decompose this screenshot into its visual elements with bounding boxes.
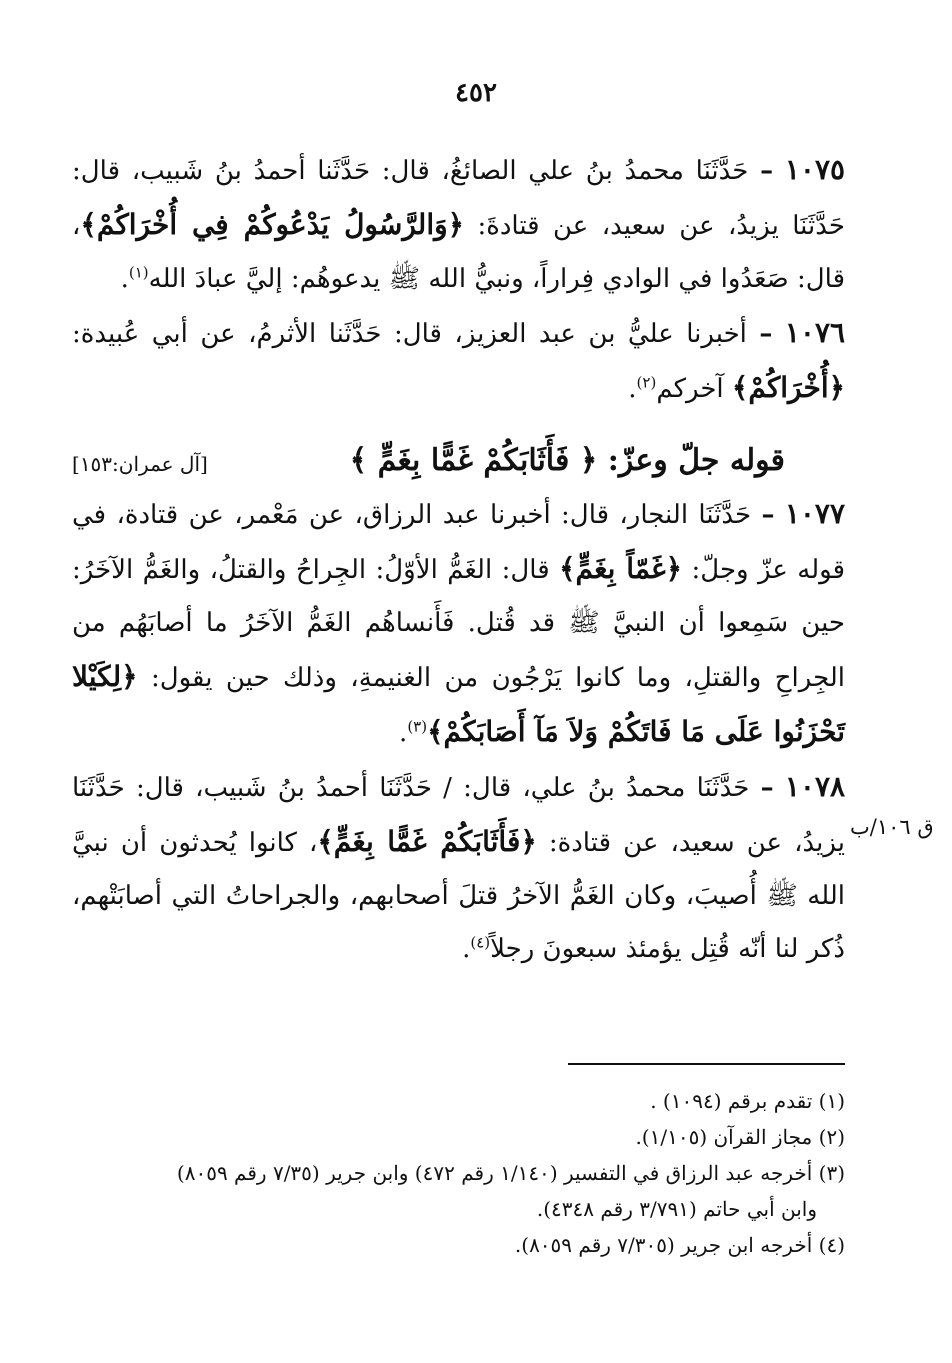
entry-end: .	[120, 264, 129, 294]
entry-end: .	[628, 374, 637, 404]
footnote-marker: (٤)	[470, 933, 491, 952]
entry-dash: –	[761, 500, 775, 530]
footnote-divider	[568, 1063, 845, 1065]
entry-text: حَدَّثَنَا النجار، قال: أخبرنا عبد الرزاق، عن مَعْمر، عن قتادة، في قوله عزّ وجلّ:	[72, 500, 846, 585]
entry-dash: –	[759, 319, 773, 349]
section-heading-row	[72, 434, 845, 487]
footnote-marker: (٢)	[636, 373, 657, 392]
entry-text: آخركم	[656, 374, 732, 404]
entry-1078	[72, 760, 845, 976]
footnote-marker: (١)	[128, 263, 149, 282]
entry-text: حَدَّثَنَا محمدُ بنُ علي، قال: / حَدَّثَنَا أحمدُ بنُ شَبيب، قال: حَدَّثَنَا يزيدُ، عن سعيد، عن قتادة:	[72, 773, 845, 858]
footnote-2: (٢) مجاز القرآن (١/١٠٥).	[635, 1125, 845, 1149]
page-number: ٤٥٢	[455, 78, 497, 108]
footnotes	[72, 1083, 845, 1263]
section-heading	[350, 434, 785, 487]
quran-quote: ﴿وَالرَّسُولُ يَدْعُوكُمْ فِي أُخْرَاكُمْ﴾	[80, 208, 465, 241]
entry-text: ، قال: صَعَدُوا في الوادي فِراراً، ونبيُّ الله ﷺ يدعوهُم: إليَّ عبادَ الله	[72, 211, 845, 294]
entry-1075	[72, 143, 845, 306]
heading-text: قوله جلّ وعزّ:	[597, 443, 785, 478]
quran-quote: ﴿فَأَثَابَكُمْ غَمًّا بِغَمٍّ﴾	[317, 825, 537, 858]
footnote-marker: (٣)	[407, 717, 428, 736]
entry-dash: –	[760, 156, 774, 186]
entry-text: قال: الغَمُّ الأوّلُ: الجِراحُ والقتلُ، والغَمُّ الآخَرُ: حين سَمِعوا أن النبيَّ ﷺ قد قُتل. فَأَنساهُم الغَمُّ الآخَرُ ما أصابَهُم من الجِراحِ والقتلِ، وما كانوا يَرْجُون من الغنيمةِ، وذلك حين يقول:	[72, 555, 845, 693]
entry-end: .	[399, 718, 408, 748]
footnote-4: (٤) أخرجه ابن جرير (٧/٣٠٥ رقم ٨٠٥٩).	[514, 1233, 845, 1257]
footnote-3-continued: وابن أبي حاتم (٣/٧٩١ رقم ٤٣٤٨).	[536, 1197, 817, 1221]
entry-text: ، كانوا يُحدثون أن نبيَّ الله ﷺ أُصيبَ، وكان الغَمُّ الآخرُ قتلَ أصحابهم، والجراحاتُ التي أصابَتْهم، ذُكر لنا أنّه قُتِل يؤمئذ سبعونَ رجلاً	[72, 828, 845, 964]
heading-quran-quote: ﴿ فَأَثَابَكُمْ غَمًّا بِغَمٍّ ﴾	[349, 443, 598, 478]
main-text	[72, 143, 845, 976]
entry-number: ١٠٧٥	[784, 153, 846, 186]
entry-number: ١٠٧٧	[784, 497, 845, 530]
entry-1077	[72, 487, 845, 760]
verse-reference: [آل عمران:١٥٣]	[72, 452, 208, 476]
entry-end: .	[462, 934, 471, 964]
footnote-3: (٣) أخرجه عبد الرزاق في التفسير (١/١٤٠ رقم ٤٧٢) وابن جرير (٧/٣٥ رقم ٨٠٥٩)	[176, 1161, 845, 1185]
entry-text: أخبرنا عليُّ بن عبد العزيز، قال: حَدَّثَنا الأثرمُ، عن أبي عُبيدة:	[72, 319, 747, 349]
entry-1076	[72, 306, 845, 416]
quran-quote: ﴿غَمّاً بِغَمٍّ﴾	[559, 552, 683, 585]
quran-quote: ﴿لِكَيْلا تَحْزَنُوا عَلَى مَا فَاتَكُمْ وَلاَ مَآ أَصَابَكُمْ﴾	[72, 660, 845, 748]
entry-text: حَدَّثَنَا محمدُ بنُ علي الصائغُ، قال: حَدَّثَنا أحمدُ بنُ شَبيب، قال: حَدَّثَنَا يزيدُ، عن سعيد، عن قتادةَ:	[72, 156, 845, 241]
entry-dash: –	[760, 773, 774, 803]
entry-number: ١٠٧٦	[784, 316, 846, 349]
manuscript-margin-note: ق ١٠٦/ب	[850, 815, 934, 839]
entry-number: ١٠٧٨	[784, 770, 846, 803]
quran-quote: ﴿أُخْرَاكُمْ﴾	[731, 371, 845, 404]
footnote-1: (١) تقدم برقم (١٠٩٤) .	[650, 1089, 845, 1113]
